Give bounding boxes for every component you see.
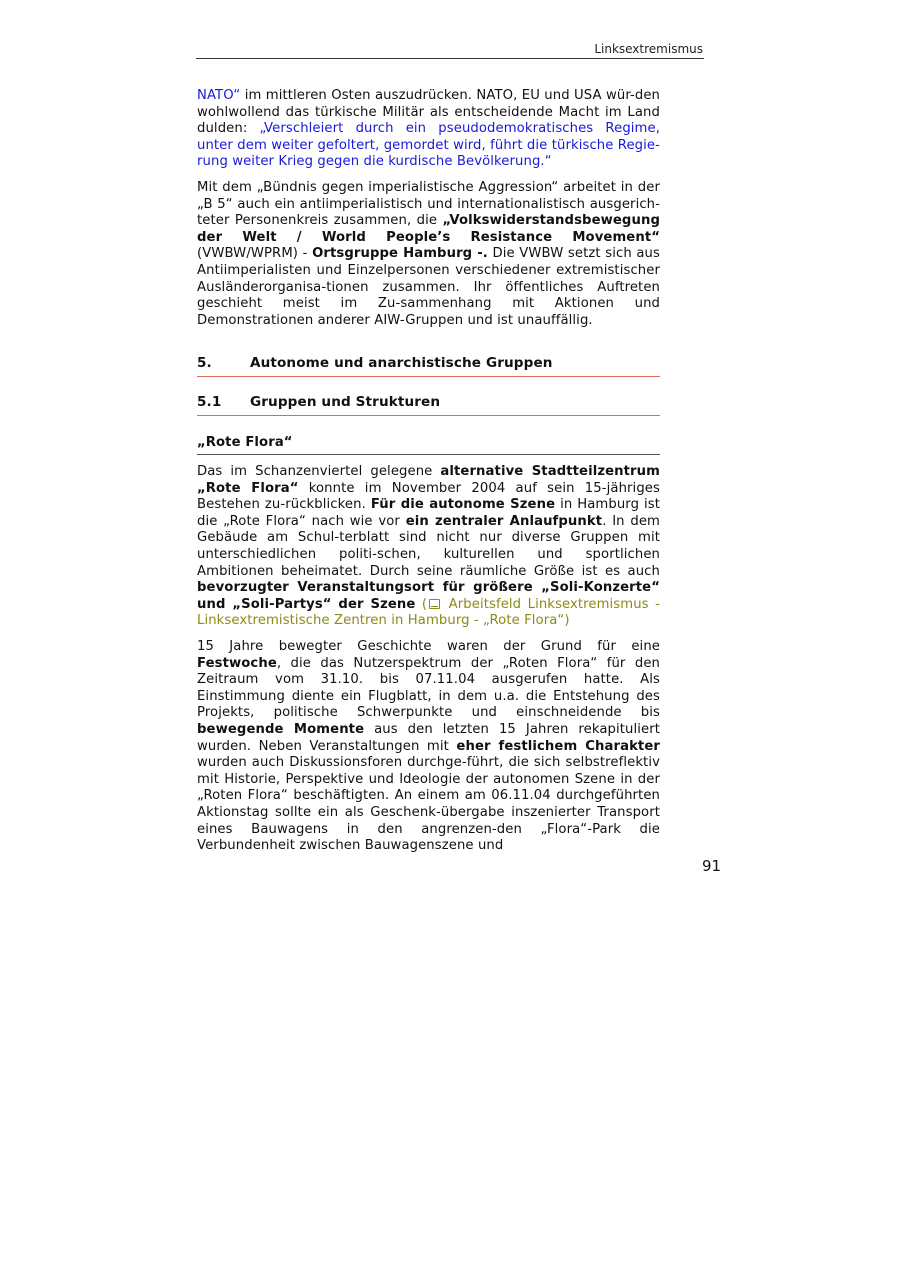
body-text: Die VWBW setzt sich aus Antiimperialisten und Einzelpersonen verschiedener extremistischer Ausländerorganisa-tionen zusammen. Ihr öffentliches Auftreten geschieht meist im Zu-sammenhang mit Aktionen und Demonstrationen anderer AIW-Gruppen und ist unauffällig. (197, 246, 660, 328)
bold-text: Für die autonome Szene (370, 497, 556, 513)
body-text: Mit dem „Bündnis gegen imperialistische Aggression“ arbeitet in der „B 5“ auch ein antiimperialistisch und internationalistisch ausgerich-teter Personenkreis zusammen, die (197, 179, 660, 229)
bold-text: bevorzugter Veranstaltungsort für größere „Soli-Konzerte“ und „Soli-Partys“ der Szene (197, 580, 660, 612)
page-number: 91 (702, 857, 722, 875)
body-text: . In dem Gebäude am Schul-terblatt sind nicht nur diverse Gruppen mit unterschiedlichen politi-schen, kulturellen und sportlichen Ambitionen beheimatet. Durch seine räumliche Größe ist es auch (197, 513, 660, 579)
body-text: wurden auch Diskussionsforen durchge-führt, die sich selbstreflektiv mit Historie, Perspektive und Ideologie der autonomen Szene in der „Roten Flora“ beschäftigten. An einem am 06.11.04 durchgeführten Aktionstag sollte ein als Geschenk-übergabe inszenierter Transport eines Bauwagens in den angrenzen-den „Flora“-Park die Verbundenheit zwischen Bauwagenszene und (197, 755, 660, 854)
section-heading-5-1 (197, 394, 660, 416)
body-text: Das im Schanzenviertel gelegene (197, 464, 441, 480)
subheading-rote-flora: „Rote Flora“ (197, 435, 660, 456)
body-text: 15 Jahre bewegter Geschichte waren der Grund für eine (197, 639, 660, 655)
section-title: Autonome und anarchistische Gruppen (250, 355, 553, 372)
page-content (197, 88, 660, 864)
paragraph-2 (197, 180, 660, 329)
reference-link[interactable]: Arbeitsfeld Linksextremismus - Linksextremistische Zentren in Hamburg - „Rote Flora“) (197, 596, 660, 629)
section-title: Gruppen und Strukturen (250, 393, 441, 410)
body-text: , die das Nutzerspektrum der „Roten Flora“ für den Zeitraum vom 31.10. bis 07.11.04 ausgerufen hatte. Als Einstimmung diente ein Flugblatt, in dem u.a. die Entstehung des Projekts, politische Schwerpunkte und einschneidende bis (197, 655, 660, 721)
bold-text: bewegende Momente (197, 722, 365, 737)
body-text: in Hamburg ist die „Rote Flora“ nach wie vor (197, 497, 661, 529)
page-header-title: Linksextremismus (594, 42, 703, 56)
paragraph-4 (197, 639, 660, 855)
bold-text: eher festlichem Charakter (456, 738, 660, 754)
body-text: (VWBW/WPRM) - (197, 246, 313, 262)
bold-text: ein zentraler Anlaufpunkt (405, 513, 603, 529)
quote-text: NATO“ (197, 88, 241, 103)
bold-text: alternative Stadtteilzentrum „Rote Flora“ (197, 464, 660, 496)
section-number: 5.1 (197, 393, 222, 410)
bold-text: „Volkswiderstandsbewegung der Welt / World People’s Resistance Movement“ (197, 213, 660, 245)
section-heading-5 (197, 355, 660, 377)
header-rule (196, 58, 704, 59)
book-icon (429, 599, 440, 609)
body-text: aus den letzten 15 Jahren rekapituliert wurden. Neben Veranstaltungen mit (197, 722, 661, 754)
reference-paren: ( (415, 596, 428, 612)
paragraph-3 (197, 464, 660, 630)
bold-text: Ortsgruppe Hamburg -. (312, 246, 488, 262)
body-text: im mittleren Osten auszudrücken. NATO, EU und USA wür-den wohlwollend das türkische Militär als entscheidende Macht im Land dulden: (197, 88, 660, 137)
paragraph-1 (197, 88, 660, 171)
quote-text: „Verschleiert durch ein pseudodemokratisches Regime, unter dem weiter gefoltert, gemordet wird, führt die türkische Regie-rung weiter Krieg gegen die kurdische Bevölkerung.“ (197, 121, 661, 170)
section-number: 5. (197, 355, 212, 372)
body-text: konnte im November 2004 auf sein 15-jähriges Bestehen zu-rückblicken. (197, 480, 660, 513)
bold-text: Festwoche (197, 655, 277, 671)
